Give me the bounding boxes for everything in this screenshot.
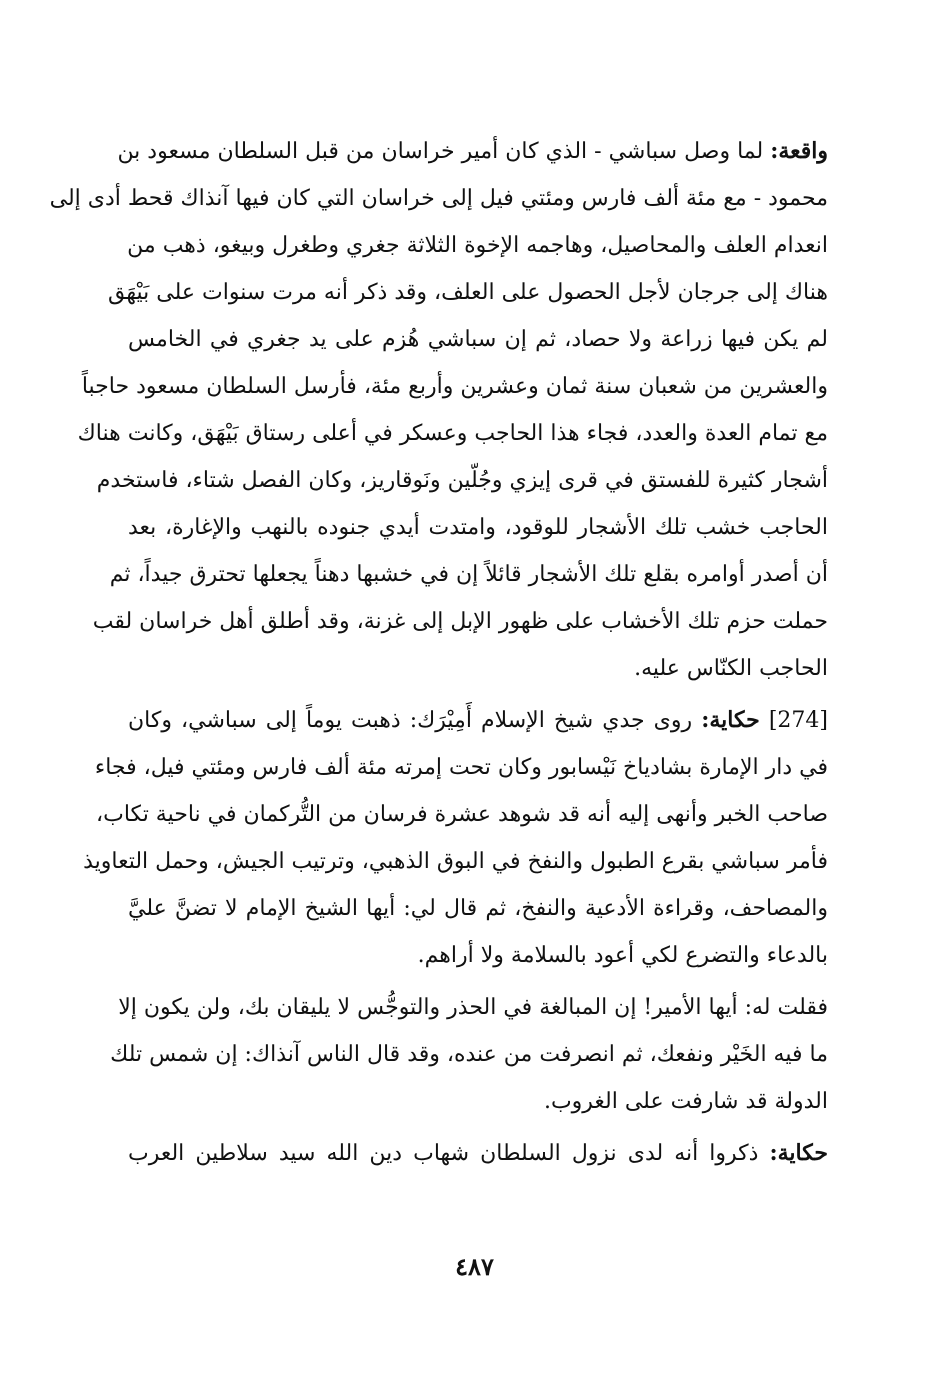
text-line: ما فيه الخَيْر ونفعك، ثم انصرفت من عنده، وقد قال الناس آنذاك: إن شمس تلك — [110, 1042, 828, 1067]
text-line: حكاية: ذكروا أنه لدى نزول السلطان شهاب دين الله سيد سلاطين العرب — [128, 1140, 828, 1166]
text-line: في دار الإمارة بشادياخ نَيْسابور وكان تحت إمرته مئة ألف فارس ومئتي فيل، فجاء — [94, 755, 828, 780]
text-line: محمود - مع مئة ألف فارس ومئتي فيل إلى خراسان التي كان فيها آنذاك قحط أدى إلى — [49, 186, 828, 211]
text-line: [274] حكاية: روى جدي شيخ الإسلام أَمِيْرَك: ذهبت يوماً إلى سباشي، وكان — [128, 707, 828, 733]
text-line: انعدام العلف والمحاصيل، وهاجمه الإخوة الثلاثة جغري وطغرل وبيغو، ذهب من — [127, 233, 828, 258]
paragraph-story-274 — [83, 697, 828, 979]
text-line: هناك إلى جرجان لأجل الحصول على العلف، وقد ذكر أنه مرت سنوات على بَيْهَق — [108, 280, 828, 305]
paragraph-story-sultan — [128, 1130, 828, 1177]
text-line: مع تمام العدة والعدد، فجاء هذا الحاجب وعسكر في أعلى رستاق بَيْهَق، وكانت هناك — [77, 421, 828, 446]
text-line: واقعة: لما وصل سباشي - الذي كان أمير خراسان من قبل السلطان مسعود بن — [117, 138, 828, 164]
paragraph-reply — [110, 984, 828, 1125]
story-number: [274] — [768, 708, 828, 733]
section-label: حكاية: — [769, 1140, 828, 1166]
text-line: صاحب الخبر وأنهى إليه أنه قد شوهد عشرة فرسان من التُّركمان في ناحية تكاب، — [96, 802, 828, 827]
page-number: ٤٨٧ — [455, 1252, 494, 1281]
body-text — [49, 128, 828, 1177]
text-line: حملت حزم تلك الأخشاب على ظهور الإبل إلى غزنة، وقد أطلق أهل خراسان لقب — [92, 609, 828, 634]
text-line: أشجار كثيرة للفستق في قرى إيزي وجُلّين ونَوقاريز، وكان الفصل شتاء، فاستخدم — [96, 468, 828, 493]
text-line: والعشرين من شعبان سنة ثمان وعشرين وأربع مئة، فأرسل السلطان مسعود حاجباً — [81, 374, 828, 399]
text-line: بالدعاء والتضرع لكي أعود بالسلامة ولا أراهم. — [417, 943, 828, 968]
section-label: حكاية: — [701, 707, 760, 733]
text-line: الحاجب خشب تلك الأشجار للوقود، وامتدت أيدي جنوده بالنهب والإغارة، بعد — [128, 515, 828, 540]
text-line: والمصاحف، وقراءة الأدعية والنفخ، ثم قال لي: أيها الشيخ الإمام لا تضنَّ عليَّ — [128, 896, 828, 921]
section-label: واقعة: — [770, 138, 828, 164]
text-line: أن أصدر أوامره بقلع تلك الأشجار قائلاً إن في خشبها دهناً يجعلها تحترق جيداً، ثم — [109, 562, 828, 587]
text-line: فأمر سباشي بقرع الطبول والنفخ في البوق الذهبي، وترتيب الجيش، وحمل التعاويذ — [83, 849, 828, 874]
text-line: فقلت له: أيها الأمير! إن المبالغة في الحذر والتوجُّس لا يليقان بك، ولن يكون إلا — [118, 995, 828, 1020]
paragraph-incident — [49, 128, 828, 692]
text-line: الدولة قد شارفت على الغروب. — [543, 1089, 828, 1114]
text-line: لم يكن فيها زراعة ولا حصاد، ثم إن سباشي هُزم على يد جغري في الخامس — [128, 327, 828, 352]
text-line: الحاجب الكنّاس عليه. — [634, 656, 828, 681]
